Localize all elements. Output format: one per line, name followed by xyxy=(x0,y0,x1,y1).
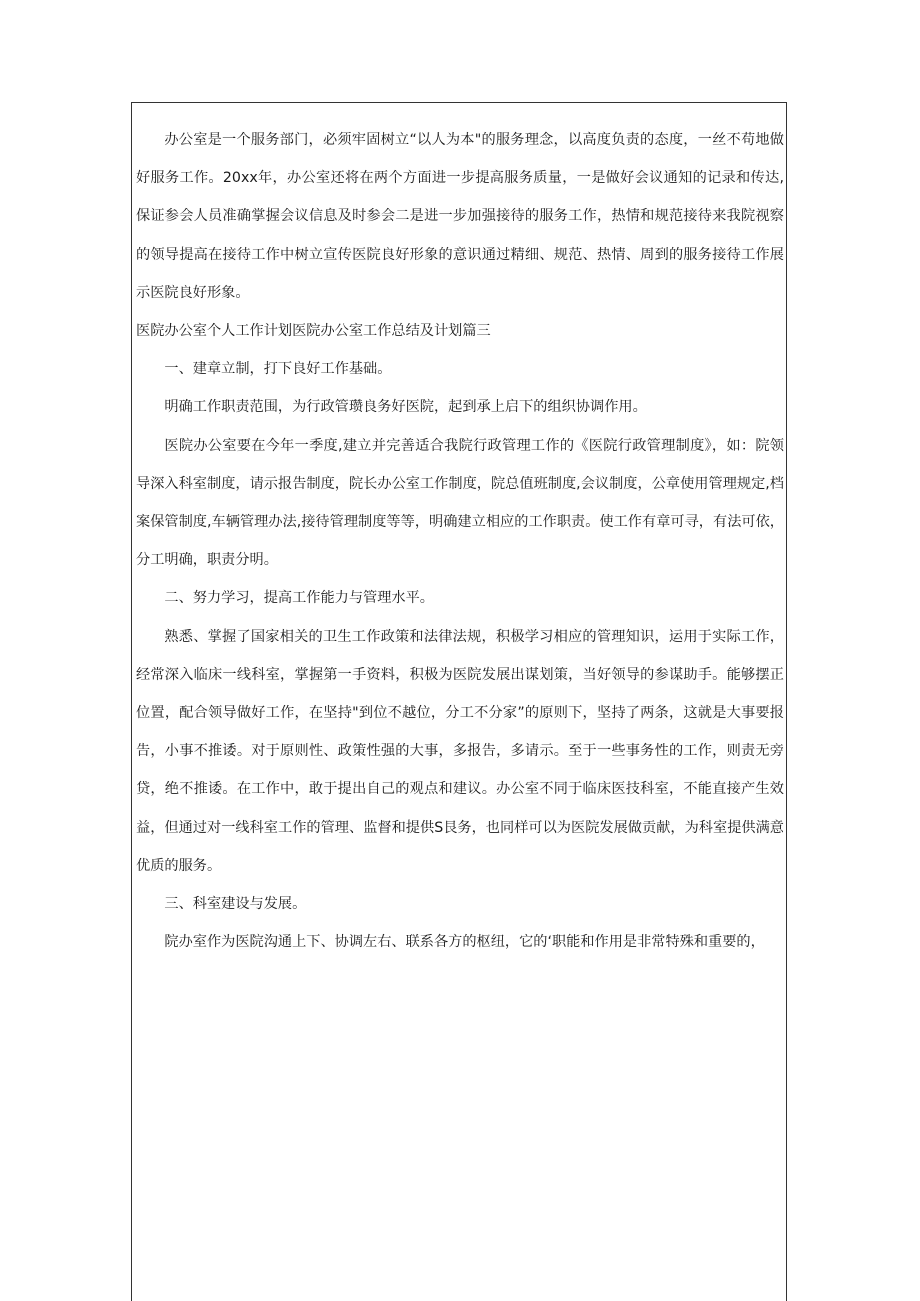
document-body xyxy=(136,121,784,961)
paragraph-policies: 熟悉、掌握了国家相关的卫生工作政策和法律法规，积极学习相应的管理知识，运用于实际工作，经常深入临床一线科室，掌握第一手资料，积极为医院发展出谋划策，当好领导的参谋助手。能够摆正位置，配合领导做好工作，在坚持"到位不越位，分工不分家”的原则下，坚持了两条，这就是大事要报告，小事不推诿。对于原则性、政策性强的大事，多报告，多请示。至于一些事务性的工作，则责无旁贷，绝不推诿。在工作中，敢于提出自己的观点和建议。办公室不同于临床医技科室，不能直接产生效益，但通过对一线科室工作的管理、监督和提供S艮务，也同样可以为医院发展做贡献，为科室提供满意优质的服务。 xyxy=(136,628,784,874)
heading-study: 二、努力学习，提高工作能力与管理水平。 xyxy=(164,590,434,607)
paragraph-hub: 院办室作为医院沟通上下、协调左右、联系各方的枢纽，它的‘职能和作用是非常特殊和重要的， xyxy=(164,934,765,951)
heading-department-building: 三、科室建设与发展。 xyxy=(164,896,307,913)
paragraph-management-system: 医院办公室要在今年一季度,建立并完善适合我院行政管理工作的《医院行政管理制度》，如：院领导深入科室制度，请示报告制度，院长办公室工作制度，院总值班制度,会议制度，公章使用管理规定,档案保管制度,车辆管理办法,接待管理制度等等，明确建立相应的工作职责。使工作有章可寻，有法可依，分工明确，职责分明。 xyxy=(136,437,784,569)
paragraph-responsibilities: 明确工作职责范围，为行政管瓒良务好医院，起到承上启下的组织协调作用。 xyxy=(164,399,647,416)
paragraph-service-department: 办公室是一个服务部门，必须牢固树立“以人为本"的服务理念，以高度负责的态度，一丝不苟地做好服务工作。20xx年，办公室还将在两个方面进一步提高服务质量，一是做好会议通知的记录和传达,保证参会人员准确掌握会议信息及时参会二是进一步加强接待的服务工作，热情和规范接待来我院视察的领导提高在接待工作中树立宣传医院良好形象的意识通过精细、规范、热情、周到的服务接待工作展示医院良好形象。 xyxy=(136,132,784,301)
section-title: 医院办公室个人工作计划医院办公室工作总结及计划篇三 xyxy=(136,323,491,340)
heading-rules: 一、建章立制，打下良好工作基础。 xyxy=(164,361,392,378)
